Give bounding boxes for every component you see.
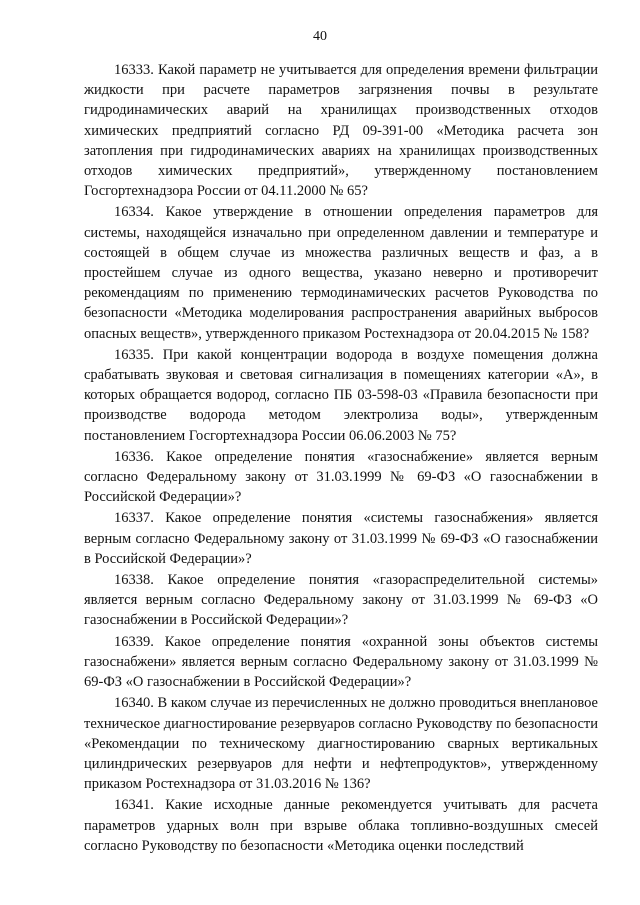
question-16336: 16336. Какое определение понятия «газоснабжение» является верным согласно Федеральному закону от 31.03.1999 № 69-ФЗ «О газоснабжении в Российской Федерации»?	[84, 448, 598, 506]
question-16337: 16337. Какое определение понятия «системы газоснабжения» является верным согласно Федеральному закону от 31.03.1999 № 69-ФЗ «О газоснабжении в Российской Федерации»?	[84, 510, 598, 567]
page-number: 40	[313, 29, 327, 44]
page-body	[84, 60, 598, 856]
question-16335: 16335. При какой концентрации водорода в воздухе помещения должна срабатывать звуковая и световая сигнализация в помещениях категории «А», в которых обращается водород, согласно ПБ 03-598-03 «Правила безопасности при производстве водорода методом электролиза воды», утвержденным постановлением Госгортехнадзора России 06.06.2003 № 75?	[84, 346, 598, 444]
question-16334: 16334. Какое утверждение в отношении определения параметров для системы, находящейся изначально при определенном давлении и температуре и состоящей в общем случае из множества различных веществ и фаз, а в простейшем случае из одного вещества, указано неверно и противоречит рекомендациям по применению термодинамических расчетов Руководства по безопасности «Методика моделирования распространения аварийных выбросов опасных веществ», утвержденного приказом Ростехнадзора от 20.04.2015 № 158?	[84, 204, 598, 342]
question-16341: 16341. Какие исходные данные рекомендуется учитывать для расчета параметров ударных волн при взрыве облака топливно-воздушных смесей согласно Руководству по безопасности «Методика оценки последствий	[84, 797, 598, 854]
question-16339: 16339. Какое определение понятия «охранной зоны объектов системы газоснабжени» является верным согласно Федеральному закону от 31.03.1999 № 69-ФЗ «О газоснабжении в Российской Федерации»?	[84, 633, 598, 691]
question-16333: 16333. Какой параметр не учитывается для определения времени фильтрации жидкости при расчете параметров загрязнения почвы в результате гидродинамических аварий на хранилищах производственных отходов химических предприятий согласно РД 09-391-00 «Методика расчета зон затопления при гидродинамических авариях на хранилищах производственных отходов химических предприятий», утвержденному постановлением Госгортехнадзора России от 04.11.2000 № 65?	[84, 62, 598, 200]
question-16340: 16340. В каком случае из перечисленных не должно проводиться внеплановое техническое диагностирование резервуаров согласно Руководству по безопасности «Рекомендации по техническому диагностированию сварных вертикальных цилиндрических резервуаров для нефти и нефтепродуктов», утвержденному приказом Ростехнадзора от 31.03.2016 № 136?	[84, 695, 598, 793]
question-16338: 16338. Какое определение понятия «газораспределительной системы» является верным согласно Федеральному закону от 31.03.1999 № 69-ФЗ «О газоснабжении в Российской Федерации»?	[84, 572, 598, 629]
